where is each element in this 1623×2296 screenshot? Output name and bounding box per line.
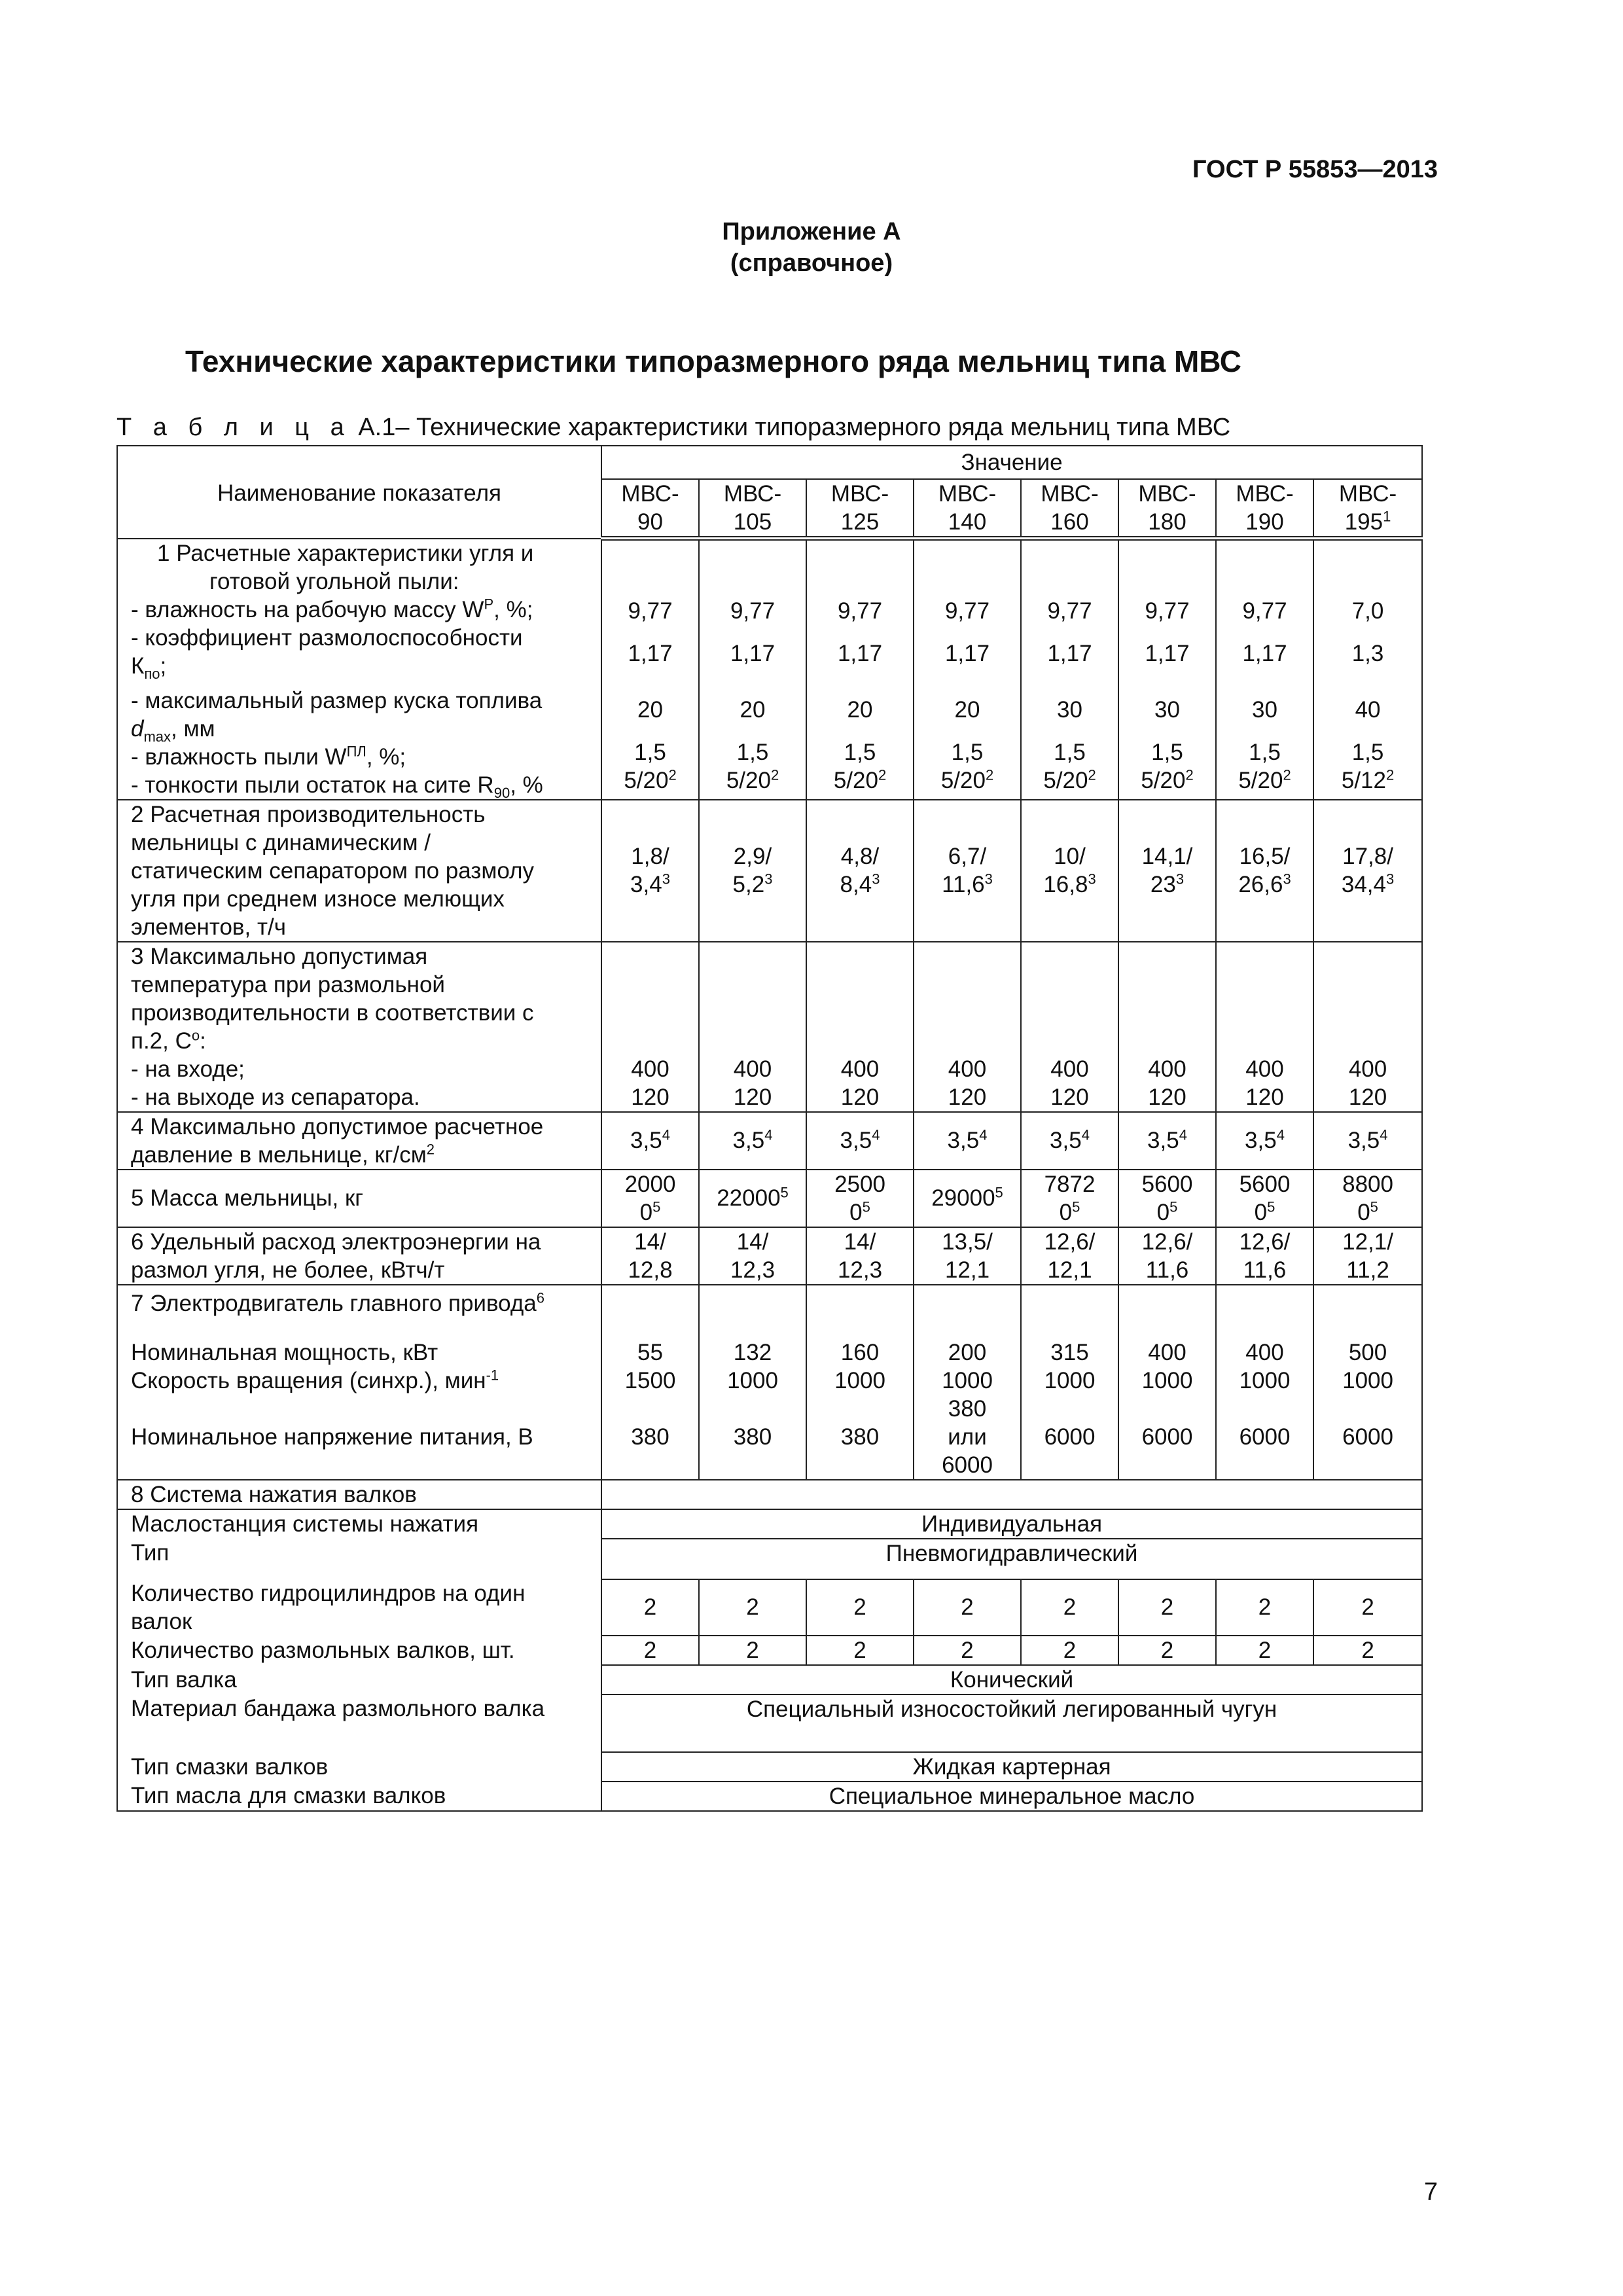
rolls-value: 2 <box>1118 1636 1216 1665</box>
section2-value: 14,1/ $23^3$ <box>1118 800 1216 942</box>
section1-label: 1 Расчетные характеристики угля и готовой угольной пыли: - влажность на рабочую массу $W^Р$, %; - коэффициент размолоспособности $К_{по}$; - максимальный размер куска топлива $d_{max}$, мм - влажность пыли $W^{ПЛ}$, %; - тонкости пыли остаток на сите $R_{90}$, % <box>117 539 601 800</box>
name-column-header: Наименование показателя <box>117 446 601 539</box>
rolls-value: 2 <box>1216 1636 1313 1665</box>
cylinders-row <box>117 1579 1422 1636</box>
value-column-header: Значение <box>601 446 1422 479</box>
section3-value: 400 120 <box>1021 942 1118 1112</box>
section1-values: 9,77 1,17 30 1,5 $5/20^2$ <box>1118 539 1216 800</box>
section2-value: 10/ 16,8$^3$ <box>1021 800 1118 942</box>
section5-value: 8800 $0^5$ <box>1313 1170 1422 1227</box>
cylinders-value: 2 <box>1313 1579 1422 1636</box>
cylinders-value: 2 <box>914 1579 1021 1636</box>
specs-table <box>116 445 1423 1812</box>
appendix-title: Приложение А <box>722 218 901 245</box>
rolls-value: 2 <box>601 1636 699 1665</box>
model-header: МВС- 190 <box>1216 479 1313 539</box>
section4-value: $3,5^4$ <box>806 1112 914 1170</box>
section7-value: 200 1000 380 или 6000 <box>914 1285 1021 1480</box>
section1-values: 9,77 1,17 30 1,5 $5/20^2$ <box>1021 539 1118 800</box>
section3-label: 3 Максимально допустимая температура при размольной производительности в соответствии с п.2, $С^о$: - на входе; - на выходе из сепаратора. <box>117 942 601 1112</box>
table-caption-text: А.1– Технические характеристики типоразмерного ряда мельниц типа МВС <box>358 414 1231 441</box>
model-header: МВС- 105 <box>699 479 806 539</box>
cylinders-value: 2 <box>1216 1579 1313 1636</box>
oil-station-value: Индивидуальная <box>601 1509 1422 1539</box>
oil-type-row <box>117 1782 1422 1811</box>
model-header: МВС- 140 <box>914 479 1021 539</box>
section7-value: 160 1000 380 <box>806 1285 914 1480</box>
band-material-value: Специальный износостойкий легированный чугун <box>601 1695 1422 1752</box>
rolls-row <box>117 1636 1422 1665</box>
section5-value: 5600 $0^5$ <box>1216 1170 1313 1227</box>
section7-value: 132 1000 380 <box>699 1285 806 1480</box>
section8-empty <box>601 1480 1422 1509</box>
section4-value: $3,5^4$ <box>1118 1112 1216 1170</box>
section3-value: 400 120 <box>601 942 699 1112</box>
rolls-value: 2 <box>699 1636 806 1665</box>
section2-value: 2,9/ $5,2^3$ <box>699 800 806 942</box>
rolls-value: 2 <box>914 1636 1021 1665</box>
rolls-value: 2 <box>1313 1636 1422 1665</box>
section3-value: 400 120 <box>699 942 806 1112</box>
section3-value: 400 120 <box>806 942 914 1112</box>
press-type-row <box>117 1539 1422 1579</box>
appendix-note: (справочное) <box>730 249 893 277</box>
section1-values: 9,77 1,17 20 1,5 $5/20^2$ <box>601 539 699 800</box>
section3-value: 400 120 <box>914 942 1021 1112</box>
band-material-row <box>117 1695 1422 1752</box>
section5-value: 2000 $0^5$ <box>601 1170 699 1227</box>
section6-label: 6 Удельный расход электроэнергии на размол угля, не более, кВтч/т <box>117 1227 601 1285</box>
section6-value: 13,5/ 12,1 <box>914 1227 1021 1285</box>
cylinders-value: 2 <box>806 1579 914 1636</box>
section6-value: 12,6/ 11,6 <box>1118 1227 1216 1285</box>
section6-value: 12,6/ 11,6 <box>1216 1227 1313 1285</box>
section7-value: 400 1000 6000 <box>1118 1285 1216 1480</box>
appendix-heading <box>0 216 1623 279</box>
roll-type-value: Конический <box>601 1665 1422 1695</box>
press-type-label: Тип <box>117 1539 601 1579</box>
section6-value: 14/ 12,3 <box>699 1227 806 1285</box>
section4-value: $3,5^4$ <box>699 1112 806 1170</box>
document-id: ГОСТ Р 55853—2013 <box>1192 156 1438 183</box>
table-caption <box>116 414 1230 442</box>
section4-row <box>117 1112 1422 1170</box>
cylinders-value: 2 <box>1118 1579 1216 1636</box>
section3-value: 400 120 <box>1313 942 1422 1112</box>
table-caption-prefix: Т а б л и ц а <box>116 414 351 441</box>
band-material-label: Материал бандажа размольного валка <box>117 1695 601 1752</box>
section2-label: 2 Расчетная производительность мельницы с динамическим / статическим сепаратором по размолу угля при среднем износе мелющих элементов, т/ч <box>117 800 601 942</box>
section2-value: 16,5/ 26,6$^3$ <box>1216 800 1313 942</box>
section2-value: 1,8/ $3,4^3$ <box>601 800 699 942</box>
section2-value: 4,8/ $8,4^3$ <box>806 800 914 942</box>
oil-station-label: Маслостанция системы нажатия <box>117 1509 601 1539</box>
section1-values: 9,77 1,17 20 1,5 $5/20^2$ <box>806 539 914 800</box>
section5-value: 2500 $0^5$ <box>806 1170 914 1227</box>
section1-values: 9,77 1,17 20 1,5 $5/20^2$ <box>699 539 806 800</box>
press-type-value: Пневмогидравлический <box>601 1539 1422 1579</box>
section3-row <box>117 942 1422 1112</box>
section7-row <box>117 1285 1422 1480</box>
section2-value: 17,8/ 34,4$^3$ <box>1313 800 1422 942</box>
section6-row <box>117 1227 1422 1285</box>
roll-type-row <box>117 1665 1422 1695</box>
section1-values: 9,77 1,17 30 1,5 $5/20^2$ <box>1216 539 1313 800</box>
section5-row <box>117 1170 1422 1227</box>
section5-value: 5600 $0^5$ <box>1118 1170 1216 1227</box>
section2-row <box>117 800 1422 942</box>
lubrication-value: Жидкая картерная <box>601 1752 1422 1782</box>
lubrication-label: Тип смазки валков <box>117 1752 601 1782</box>
oil-type-value: Специальное минеральное масло <box>601 1782 1422 1811</box>
section4-value: $3,5^4$ <box>1021 1112 1118 1170</box>
model-header: МВС- 160 <box>1021 479 1118 539</box>
section1-values: 7,0 1,3 40 1,5 $5/12^2$ <box>1313 539 1422 800</box>
section7-label: 7 Электродвигатель главного привода$^6$ Номинальная мощность, кВт Скорость вращения (синхр.), мин$^{-1}$ Номинальное напряжение питания, В <box>117 1285 601 1480</box>
section6-value: 14/ 12,8 <box>601 1227 699 1285</box>
model-header: МВС- 90 <box>601 479 699 539</box>
oil-type-label: Тип масла для смазки валков <box>117 1782 601 1811</box>
section4-value: $3,5^4$ <box>914 1112 1021 1170</box>
page-number: 7 <box>1423 2178 1438 2206</box>
section3-value: 400 120 <box>1216 942 1313 1112</box>
page-title: Технические характеристики типоразмерного ряда мельниц типа МВС <box>185 344 1241 378</box>
section2-value: 6,7/ 11,6$^3$ <box>914 800 1021 942</box>
section6-value: 12,6/ 12,1 <box>1021 1227 1118 1285</box>
section6-value: 12,1/ 11,2 <box>1313 1227 1422 1285</box>
section7-value: 400 1000 6000 <box>1216 1285 1313 1480</box>
rolls-value: 2 <box>806 1636 914 1665</box>
oil-station-row <box>117 1509 1422 1539</box>
lubrication-row <box>117 1752 1422 1782</box>
section5-value: 7872 $0^5$ <box>1021 1170 1118 1227</box>
rolls-label: Количество размольных валков, шт. <box>117 1636 601 1665</box>
model-header: МВС- 180 <box>1118 479 1216 539</box>
section8-heading: 8 Система нажатия валков <box>117 1480 601 1509</box>
section4-value: $3,5^4$ <box>1216 1112 1313 1170</box>
section6-value: 14/ 12,3 <box>806 1227 914 1285</box>
cylinders-value: 2 <box>601 1579 699 1636</box>
section4-value: $3,5^4$ <box>1313 1112 1422 1170</box>
model-header: МВС- 125 <box>806 479 914 539</box>
cylinders-value: 2 <box>1021 1579 1118 1636</box>
cylinders-label: Количество гидроцилиндров на один валок <box>117 1579 601 1636</box>
section7-value: 315 1000 6000 <box>1021 1285 1118 1480</box>
model-header: МВС- $195^1$ <box>1313 479 1422 539</box>
roll-type-label: Тип валка <box>117 1665 601 1695</box>
section8-heading-row <box>117 1480 1422 1509</box>
section4-label: 4 Максимально допустимое расчетное давление в мельнице, $кг/см^2$ <box>117 1112 601 1170</box>
section7-value: 55 1500 380 <box>601 1285 699 1480</box>
section5-value: 22000$^5$ <box>699 1170 806 1227</box>
cylinders-value: 2 <box>699 1579 806 1636</box>
section1-row <box>117 539 1422 800</box>
table-header-row <box>117 446 1422 479</box>
section5-value: 29000$^5$ <box>914 1170 1021 1227</box>
section4-value: $3,5^4$ <box>601 1112 699 1170</box>
rolls-value: 2 <box>1021 1636 1118 1665</box>
section5-label: 5 Масса мельницы, кг <box>117 1170 601 1227</box>
section7-value: 500 1000 6000 <box>1313 1285 1422 1480</box>
section3-value: 400 120 <box>1118 942 1216 1112</box>
section1-values: 9,77 1,17 20 1,5 $5/20^2$ <box>914 539 1021 800</box>
